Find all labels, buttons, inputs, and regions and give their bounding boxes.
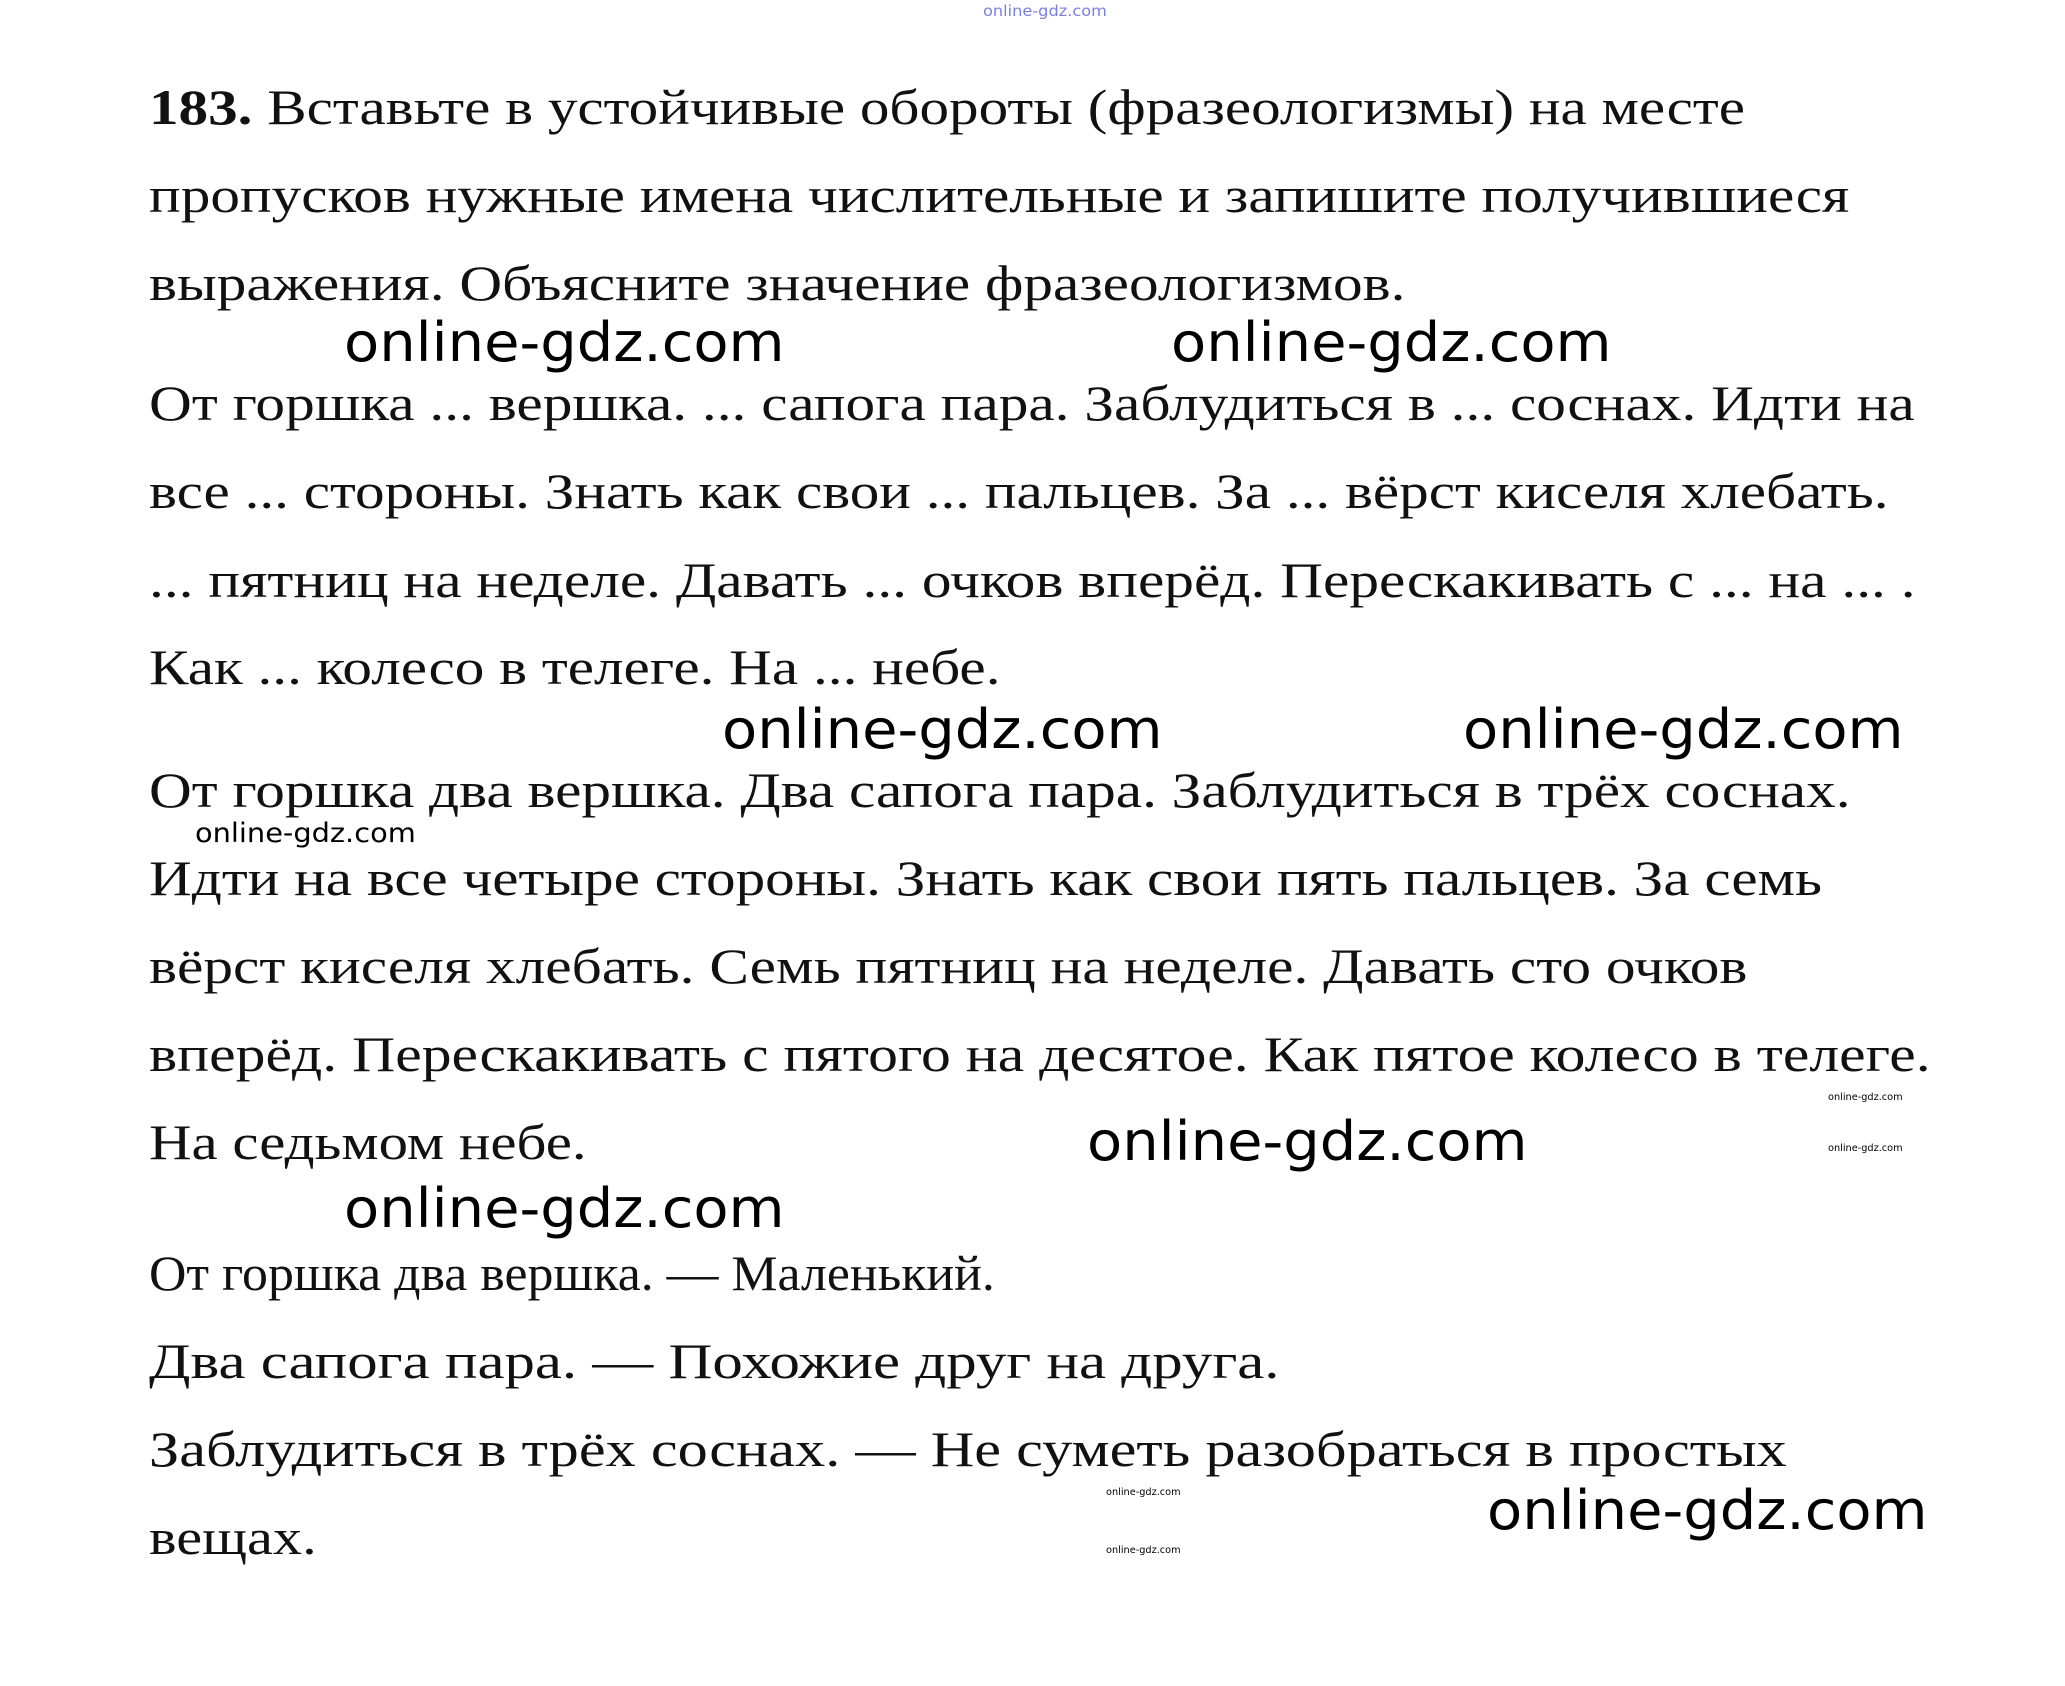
instruction-text: Вставьте в устойчивые обороты (фразеологизмы) на месте [252,79,1745,135]
watermark: online-gdz.com [1828,1143,1903,1154]
exercise-line: От горшка ... вершка. ... сапога пара. Заблудиться в ... соснах. Идти на [149,375,1915,431]
watermark: online-gdz.com [1487,1479,1928,1542]
task-number: 183. [149,79,253,135]
exercise-line: ... пятниц на неделе. Давать ... очков вперёд. Перескакивать с ... на ... . [149,552,1916,608]
watermark: online-gdz.com [1828,1092,1903,1103]
watermark: online-gdz.com [1106,1545,1181,1556]
watermark: online-gdz.com [1171,311,1612,374]
meaning-line: От горшка два вершка. — Маленький. [149,1245,995,1301]
instruction-line: пропусков нужные имена числительные и запишите получившиеся [149,167,1850,223]
meaning-line: вещах. [149,1509,317,1565]
meaning-line: Заблудиться в трёх соснах. — Не суметь разобраться в простых [149,1421,1787,1477]
watermark: online-gdz.com [722,698,1163,761]
answer-line: От горшка два вершка. Два сапога пара. Заблудиться в трёх соснах. [149,762,1851,818]
answer-line: вёрст киселя хлебать. Семь пятниц на неделе. Давать сто очков [149,938,1748,994]
watermark: online-gdz.com [1087,1110,1528,1173]
watermark: online-gdz.com [1463,698,1904,761]
watermark: online-gdz.com [195,818,416,849]
answer-line: вперёд. Перескакивать с пятого на десятое. Как пятое колесо в телеге. [149,1026,1931,1082]
instruction-line: выражения. Объясните значение фразеологизмов. [149,255,1406,311]
answer-line: Идти на все четыре стороны. Знать как свои пять пальцев. За семь [149,850,1823,906]
watermark: online-gdz.com [1106,1487,1181,1498]
exercise-line: все ... стороны. Знать как свои ... пальцев. За ... вёрст киселя хлебать. [149,463,1889,519]
instruction-line [149,79,1745,135]
meaning-line: Два сапога пара. — Похожие друг на друга. [149,1333,1280,1389]
watermark: online-gdz.com [344,311,785,374]
answer-line: На седьмом небе. [149,1114,587,1170]
watermark: online-gdz.com [344,1177,785,1240]
watermark-top: online-gdz.com [983,2,1107,20]
exercise-line: Как ... колесо в телеге. На ... небе. [149,639,1001,695]
